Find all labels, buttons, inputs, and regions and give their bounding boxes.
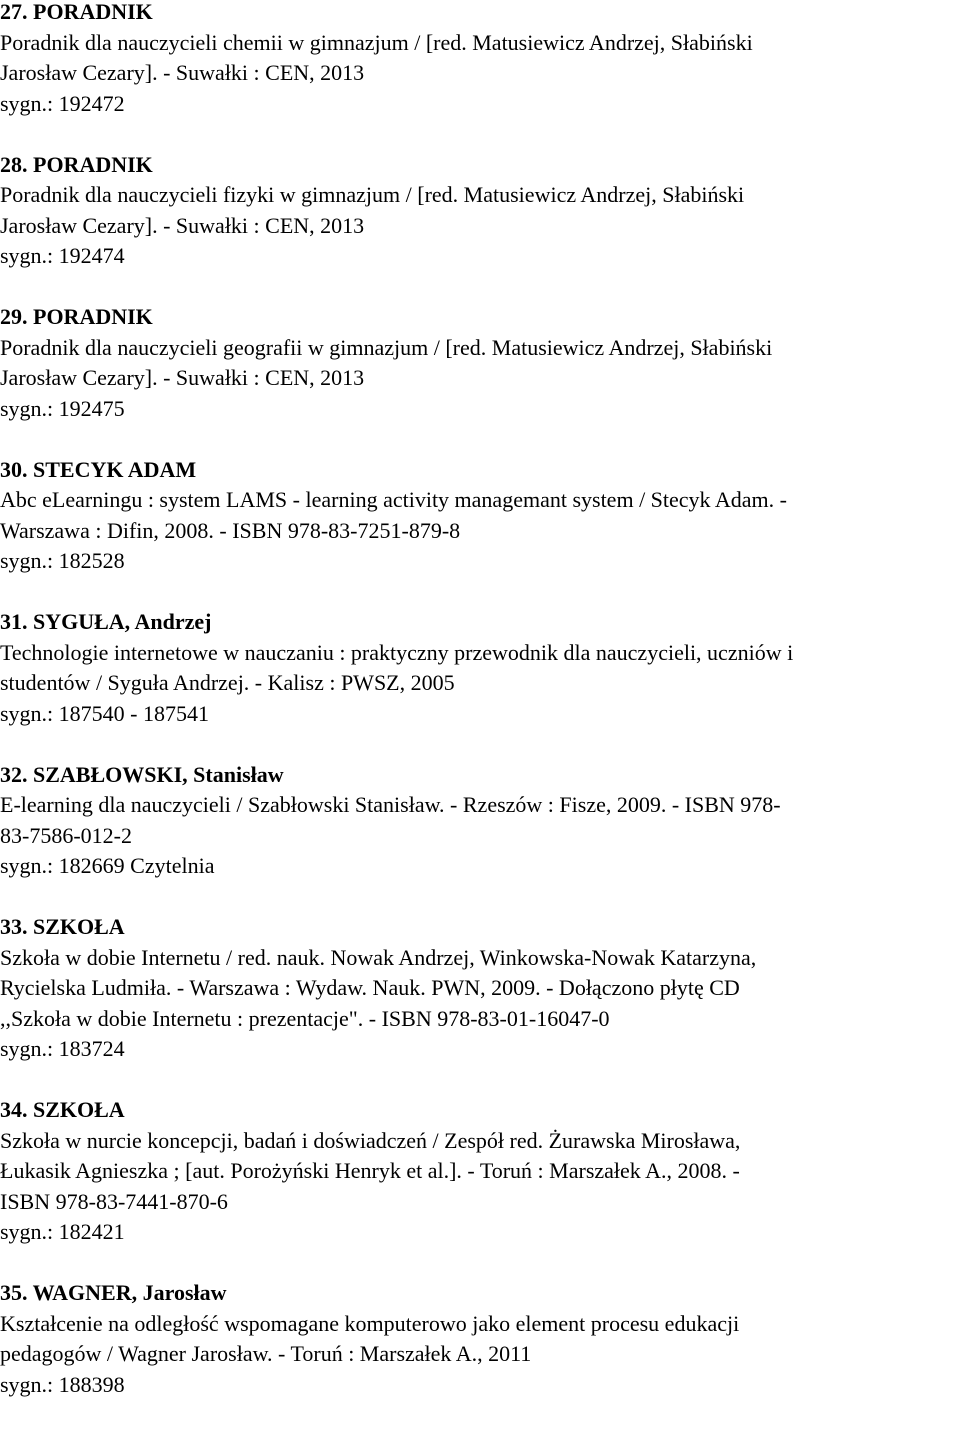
entry-description-line: Szkoła w dobie Internetu / red. nauk. Nowak Andrzej, Winkowska-Nowak Katarzyna, xyxy=(0,944,757,970)
entry-description-line: Rycielska Ludmiła. - Warszawa : Wydaw. Nauk. PWN, 2009. - Dołączono płytę CD xyxy=(0,975,740,1000)
entry-call-number: sygn.: 187540 - 187541 xyxy=(0,700,209,726)
entry-description-line: 83-7586-012-2 xyxy=(0,822,132,848)
bibliography-entry xyxy=(0,302,958,424)
entry-heading xyxy=(0,1278,958,1309)
entry-description-line: E-learning dla nauczycieli / Szabłowski Stanisław. - Rzeszów : Fisze, 2009. - ISBN 978- xyxy=(0,792,781,817)
bibliography-entry xyxy=(0,1278,958,1400)
bibliography-entry xyxy=(0,912,958,1065)
entry-description-line: Technologie internetowe w nauczaniu : praktyczny przewodnik dla nauczycieli, uczniów i xyxy=(0,639,794,665)
entry-number: 31. xyxy=(0,609,28,634)
bibliography-entry xyxy=(0,760,958,882)
bibliography-entry xyxy=(0,0,958,119)
bibliography-entry xyxy=(0,150,958,272)
entry-heading xyxy=(0,912,958,943)
entry-call-number: sygn.: 192475 xyxy=(0,395,125,421)
entry-heading-text: STECYK ADAM xyxy=(33,456,197,482)
entry-description-line: Abc eLearningu : system LAMS - learning activity managemant system / Stecyk Adam. - xyxy=(0,487,787,512)
entry-description-line: Poradnik dla nauczycieli fizyki w gimnazjum / [red. Matusiewicz Andrzej, Słabiński xyxy=(0,182,745,207)
entry-heading-text: SZKOŁA xyxy=(33,1097,125,1122)
entry-heading-text: PORADNIK xyxy=(33,151,153,177)
entry-description-line: studentów / Syguła Andrzej. - Kalisz : PWSZ, 2005 xyxy=(0,670,455,695)
bibliography-entry xyxy=(0,455,958,577)
entry-description-line: pedagogów / Wagner Jarosław. - Toruń : Marszałek A., 2011 xyxy=(0,1341,532,1366)
entry-number: 32. xyxy=(0,761,28,787)
entry-heading-text: WAGNER, Jarosław xyxy=(32,1280,227,1305)
entry-number: 34. xyxy=(0,1097,28,1122)
entry-number: 33. xyxy=(0,914,28,939)
entry-call-number: sygn.: 192474 xyxy=(0,243,125,268)
entry-description-line: ISBN 978-83-7441-870-6 xyxy=(0,1188,228,1214)
entry-heading-text: PORADNIK xyxy=(33,304,153,329)
entry-description-line: Poradnik dla nauczycieli geografii w gimnazjum / [red. Matusiewicz Andrzej, Słabiński xyxy=(0,334,773,360)
entry-call-number: sygn.: 182528 xyxy=(0,548,125,573)
entry-description-line: Warszawa : Difin, 2008. - ISBN 978-83-7251-879-8 xyxy=(0,517,461,543)
entry-call-number: sygn.: 182421 xyxy=(0,1219,125,1244)
entry-number: 29. xyxy=(0,304,28,329)
entry-description-line: Łukasik Agnieszka ; [aut. Porożyński Henryk et al.]. - Toruń : Marszałek A., 2008. - xyxy=(0,1158,740,1183)
entry-heading xyxy=(0,455,958,486)
entry-description-line: Poradnik dla nauczycieli chemii w gimnazjum / [red. Matusiewicz Andrzej, Słabiński xyxy=(0,29,753,55)
entry-call-number: sygn.: 183724 xyxy=(0,1036,125,1061)
entry-call-number: sygn.: 188398 xyxy=(0,1371,125,1397)
entry-heading xyxy=(0,302,958,333)
entry-number: 30. xyxy=(0,456,28,482)
entry-description-line: Jarosław Cezary]. - Suwałki : CEN, 2013 xyxy=(0,365,365,390)
entry-description-line: Jarosław Cezary]. - Suwałki : CEN, 2013 xyxy=(0,60,365,85)
entry-heading xyxy=(0,0,958,28)
entry-heading-text: SYGUŁA, Andrzej xyxy=(33,609,212,634)
entry-call-number: sygn.: 182669 Czytelnia xyxy=(0,853,215,878)
entry-description-line: ,,Szkoła w dobie Internetu : prezentacje". - ISBN 978-83-01-16047-0 xyxy=(0,1005,610,1031)
entry-call-number: sygn.: 192472 xyxy=(0,90,125,116)
entry-heading-text: SZABŁOWSKI, Stanisław xyxy=(33,761,284,787)
entry-heading xyxy=(0,760,958,791)
entry-heading-text: SZKOŁA xyxy=(33,914,125,939)
entry-heading xyxy=(0,607,958,638)
entry-description-line: Szkoła w nurcie koncepcji, badań i doświadczeń / Zespół red. Żurawska Mirosława, xyxy=(0,1127,741,1153)
bibliography-entry xyxy=(0,607,958,729)
entry-heading-text: PORADNIK xyxy=(33,0,153,24)
entry-description-line: Kształcenie na odległość wspomagane komputerowo jako element procesu edukacji xyxy=(0,1310,740,1336)
entry-heading xyxy=(0,150,958,181)
entry-number: 27. xyxy=(0,0,28,24)
entry-heading xyxy=(0,1095,958,1126)
entry-number: 35. xyxy=(0,1280,28,1305)
entry-description-line: Jarosław Cezary]. - Suwałki : CEN, 2013 xyxy=(0,212,365,238)
bibliography-entry xyxy=(0,1095,958,1248)
entry-number: 28. xyxy=(0,151,28,177)
